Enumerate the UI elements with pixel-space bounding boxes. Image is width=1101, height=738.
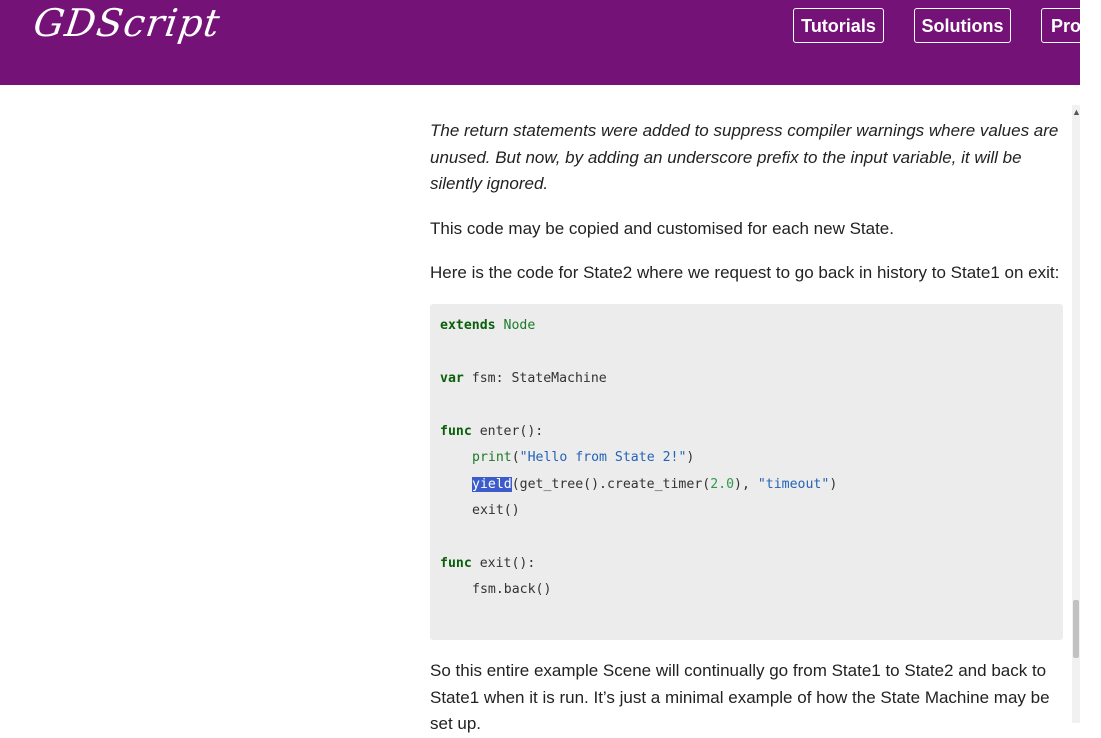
- code-string: "timeout": [757, 477, 830, 492]
- closing-paragraph: So this entire example Scene will continually go from State1 to State2 and back to State1 when it is run. It’s just a minimal example of how the State Machine may be set up.: [430, 661, 1050, 733]
- scroll-up-arrow-icon[interactable]: ▲: [1072, 107, 1081, 117]
- nav-solutions-button[interactable]: Solutions: [914, 8, 1011, 43]
- code-line: [472, 448, 694, 468]
- code-text: enter():: [471, 424, 544, 439]
- code-line: [472, 580, 551, 600]
- code-keyword: var: [440, 371, 464, 386]
- code-line: [472, 501, 520, 521]
- code-line: [440, 316, 535, 336]
- site-header: [0, 0, 1087, 85]
- code-keyword: func: [440, 556, 472, 571]
- code-keyword: extends: [440, 318, 496, 333]
- copy-paragraph: This code may be copied and customised for each new State.: [430, 219, 894, 238]
- code-type: Node: [503, 318, 536, 333]
- code-text: (get_tree().create_timer(: [511, 477, 711, 492]
- code-text: fsm: StateMachine: [463, 371, 607, 386]
- intro-paragraph: Here is the code for State2 where we request to go back in history to State1 on exit:: [430, 263, 1060, 282]
- code-text: ): [829, 477, 838, 492]
- nav-tutorials-button[interactable]: Tutorials: [793, 8, 884, 43]
- code-function: print: [472, 450, 512, 465]
- site-logo[interactable]: GDScript: [30, 1, 224, 45]
- scrollbar-thumb[interactable]: [1073, 600, 1079, 658]
- code-text: (: [511, 450, 520, 465]
- code-keyword: func: [440, 424, 472, 439]
- scrollbar[interactable]: [1072, 105, 1080, 723]
- nav-projects-button[interactable]: Proj: [1041, 8, 1101, 43]
- code-text: exit(): [472, 503, 520, 518]
- code-line: [440, 554, 535, 574]
- note-paragraph: The return statements were added to suppress compiler warnings where values are unused. But now, by adding an underscore prefix to the input variable, it will be silently ignored.: [430, 121, 1059, 193]
- code-text: ),: [734, 477, 758, 492]
- code-number: 2.0: [710, 477, 735, 492]
- code-block: [430, 304, 1063, 640]
- selected-text[interactable]: yield: [472, 477, 512, 492]
- code-line: [440, 369, 607, 389]
- code-text: fsm.back(): [472, 582, 552, 597]
- code-text: exit():: [471, 556, 536, 571]
- code-line: [472, 475, 837, 495]
- code-text: ): [686, 450, 695, 465]
- code-string: "Hello from State 2!": [519, 450, 687, 465]
- code-line: [440, 422, 543, 442]
